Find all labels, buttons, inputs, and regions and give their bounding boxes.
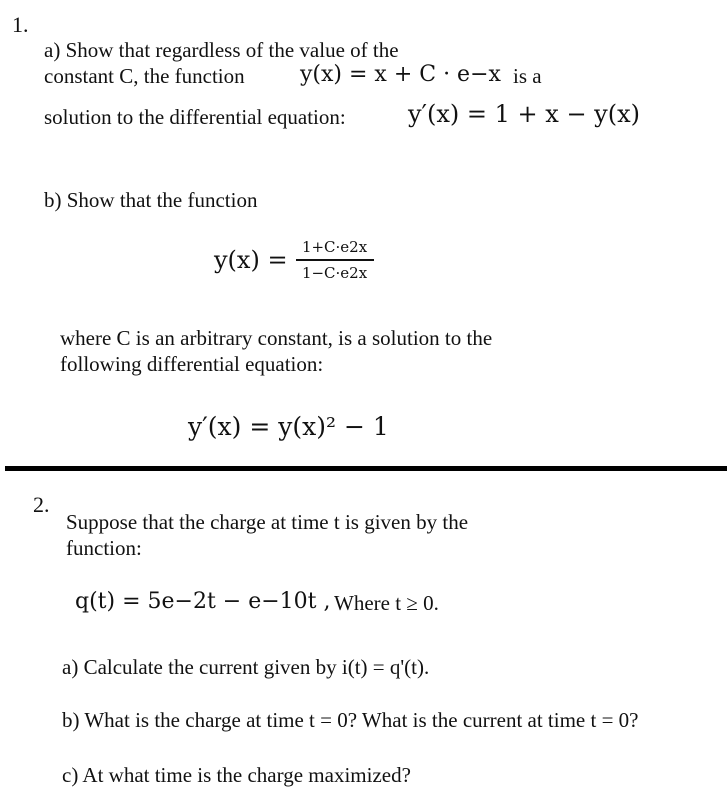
problem-1a-equation: y′(x) = 1 + x − y(x) — [408, 100, 640, 128]
fraction-bar — [296, 259, 374, 261]
problem-1a-line-3-prefix: solution to the differential equation: — [44, 105, 346, 129]
problem-2-intro-line-2: function: — [66, 536, 142, 560]
problem-1a-line-2-prefix: constant C, the function — [44, 64, 245, 88]
problem-1b-denominator: 1−C·e2x — [301, 263, 368, 282]
problem-2-number: 2. — [33, 492, 50, 517]
section-divider — [5, 466, 727, 471]
problem-2-intro-line-1: Suppose that the charge at time t is given by the — [66, 510, 469, 534]
problem-1b-numerator: 1+C·e2x — [301, 238, 368, 256]
problem-1b-fraction-equation — [214, 238, 374, 282]
problem-2-condition: Where t ≥ 0. — [334, 591, 439, 615]
problem-1-number: 1. — [12, 12, 29, 37]
problem-1b-equation: y′(x) = y(x)² − 1 — [188, 412, 389, 441]
problem-1b-line-2: where C is an arbitrary constant, is a solution to the — [60, 326, 493, 350]
problem-1b-lhs: y(x) = — [214, 245, 288, 274]
problem-1b-line-3: following differential equation: — [60, 352, 324, 376]
problem-2c: c) At what time is the charge maximized? — [62, 763, 411, 787]
problem-1a-line-1: a) Show that regardless of the value of the — [44, 38, 399, 62]
problem-1a-line-2-suffix: is a — [513, 64, 542, 88]
problem-1b-line-1: b) Show that the function — [44, 188, 258, 212]
problem-2-function: q(t) = 5e−2t − e−10t , — [75, 589, 331, 614]
problem-2a: a) Calculate the current given by i(t) = q'(t). — [62, 655, 430, 679]
problem-1a-function: y(x) = x + C · e−x — [300, 62, 501, 87]
problem-2b: b) What is the charge at time t = 0? What is the current at time t = 0? — [62, 708, 639, 732]
